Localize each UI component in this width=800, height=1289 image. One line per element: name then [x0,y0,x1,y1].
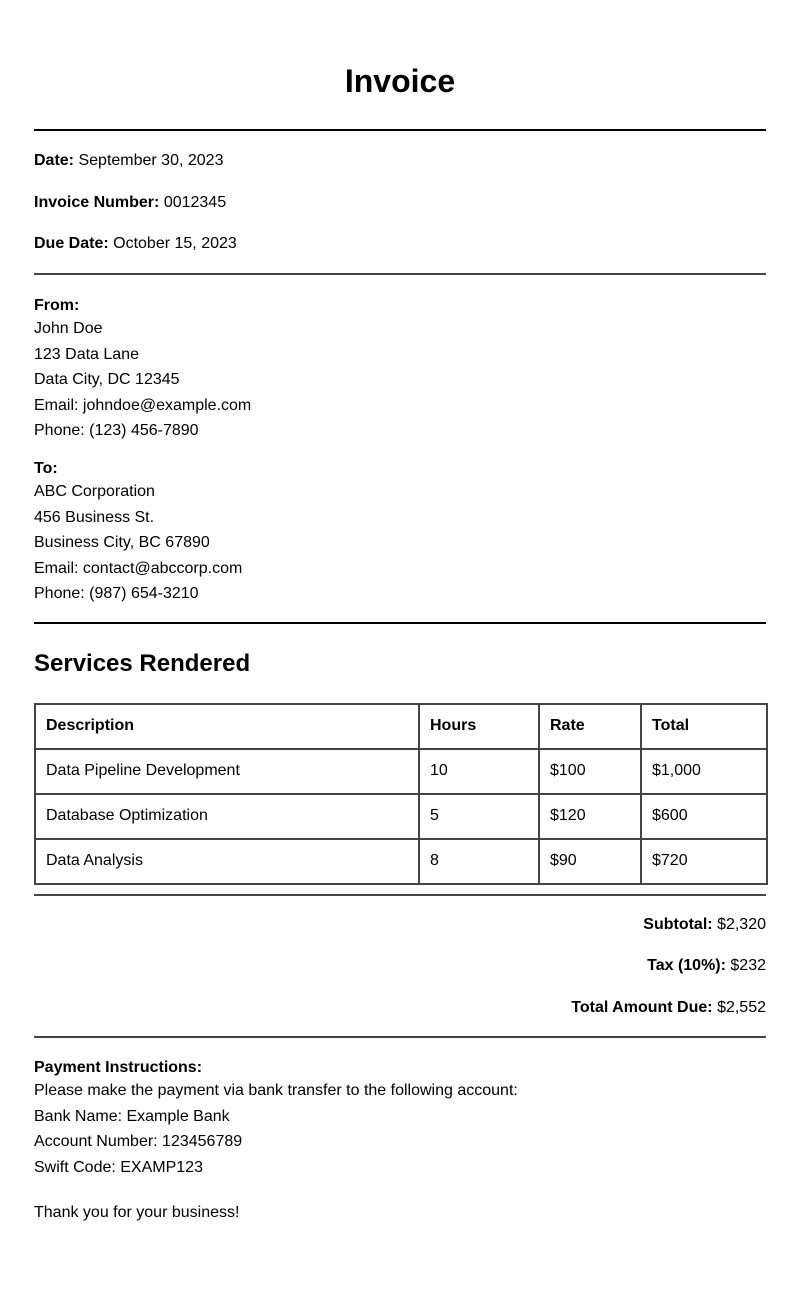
from-email: Email: johndoe@example.com [34,396,252,414]
to-email: Email: contact@abccorp.com [34,559,243,577]
due-date-value: October 15, 2023 [113,235,237,252]
to-address2: Business City, BC 67890 [34,534,210,552]
column-header-total: Total [641,704,767,749]
date-label: Date: [34,152,75,169]
total-due-label: Total Amount Due: [571,998,713,1016]
due-date-line [34,234,766,254]
cell-total: $720 [641,839,767,884]
subtotal-line [34,915,766,935]
cell-description: Data Analysis [35,839,419,884]
tax-label: Tax (10%): [647,956,726,974]
to-address1: 456 Business St. [34,508,155,526]
total-due-value: $2,552 [717,998,766,1016]
from-phone: Phone: (123) 456-7890 [34,422,199,440]
account-number: Account Number: 123456789 [34,1133,243,1151]
cell-description: Database Optimization [35,794,419,839]
cell-rate: $90 [539,839,641,884]
from-name: John Doe [34,320,103,337]
tax-line [34,956,766,976]
from-label: From: [34,297,80,314]
payment-line: Please make the payment via bank transfer to the following account: [34,1081,518,1099]
cell-rate: $120 [539,794,641,839]
cell-rate: $100 [539,749,641,794]
column-header-description: Description [35,704,419,749]
table-row [35,749,767,794]
table-header-row [35,704,767,749]
payment-label: Payment Instructions: [34,1058,203,1076]
invoice-number-value: 0012345 [163,194,227,211]
column-header-hours: Hours [419,704,539,749]
subtotal-value: $2,320 [717,915,766,933]
to-block [34,459,766,607]
cell-hours: 8 [419,839,539,884]
services-table [34,703,768,885]
tax-value: $232 [730,956,766,974]
to-phone: Phone: (987) 654-3210 [34,585,199,603]
swift-code: Swift Code: EXAMP123 [34,1158,203,1176]
table-row [35,839,767,884]
cell-hours: 5 [419,794,539,839]
thank-you-note: Thank you for your business! [34,1204,240,1222]
cell-total: $1,000 [641,749,767,794]
invoice-number-label: Invoice Number: [34,194,160,211]
from-address2: Data City, DC 12345 [34,371,180,389]
column-header-rate: Rate [539,704,641,749]
bank-name: Bank Name: Example Bank [34,1107,230,1125]
to-label: To: [34,459,58,477]
date-value: September 30, 2023 [78,152,224,169]
to-name: ABC Corporation [34,482,155,500]
due-date-label: Due Date: [34,235,109,252]
invoice-page [34,0,766,1223]
payment-instructions [34,1058,766,1180]
invoice-title: Invoice [344,63,456,99]
from-block [34,296,766,444]
subtotal-label: Subtotal: [643,915,713,933]
invoice-number-line [34,193,766,213]
cell-total: $600 [641,794,767,839]
table-row [35,794,767,839]
cell-hours: 10 [419,749,539,794]
cell-description: Data Pipeline Development [35,749,419,794]
services-heading: Services Rendered [34,649,251,677]
from-address1: 123 Data Lane [34,345,139,363]
date-line [34,151,766,171]
total-due-line [34,998,766,1018]
